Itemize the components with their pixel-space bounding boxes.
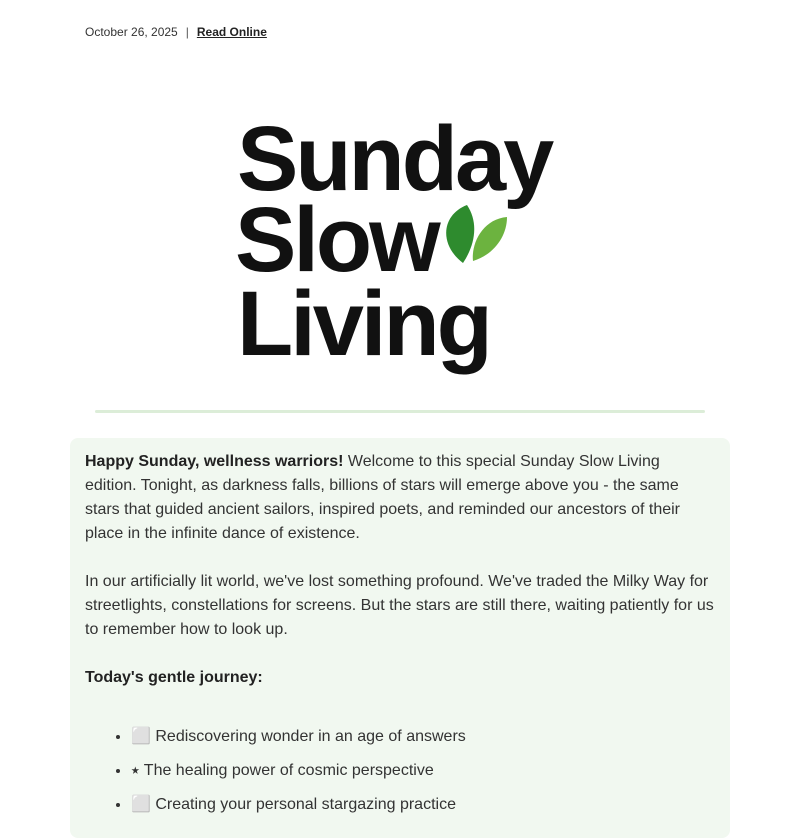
list-item: • ⬜ Rediscovering wonder in an age of answers bbox=[131, 726, 715, 748]
read-online-link[interactable]: Read Online bbox=[196, 25, 267, 39]
logo-word-sunday: Sunday bbox=[237, 108, 552, 210]
intro-text-1: Welcome to this special Sunday Slow Living edition. Tonight, as darkness falls, billions of stars will emerge above you - the same stars that guided ancient sailors, inspired poets, and reminded our ancestors of their place in the infinite dance of existence. bbox=[85, 453, 680, 542]
logo-word-slow: Slow bbox=[235, 189, 438, 291]
list-item: • ⬜ Creating your personal stargazing practice bbox=[131, 794, 715, 816]
logo-word-living: Living bbox=[237, 273, 490, 375]
intro-paragraph-1 bbox=[85, 450, 715, 546]
leaf-icon bbox=[446, 205, 507, 263]
logo-graphic bbox=[235, 95, 565, 385]
sunday-slow-living-logo bbox=[0, 95, 800, 395]
header-divider bbox=[95, 410, 705, 413]
journey-list bbox=[85, 726, 715, 816]
intro-card bbox=[70, 438, 730, 838]
greeting: Happy Sunday, wellness warriors! bbox=[85, 453, 344, 470]
header-bar bbox=[85, 25, 267, 39]
header-separator: | bbox=[185, 25, 189, 39]
intro-paragraph-2: In our artificially lit world, we've lost something profound. We've traded the Milky Way for streetlights, constellations for screens. But the stars are still there, waiting patiently for us to remember how to look up. bbox=[85, 573, 714, 638]
issue-date: October 26, 2025 bbox=[85, 25, 178, 39]
journey-heading: Today's gentle journey: bbox=[85, 669, 263, 686]
list-item: • ⭑ The healing power of cosmic perspective bbox=[131, 760, 715, 782]
